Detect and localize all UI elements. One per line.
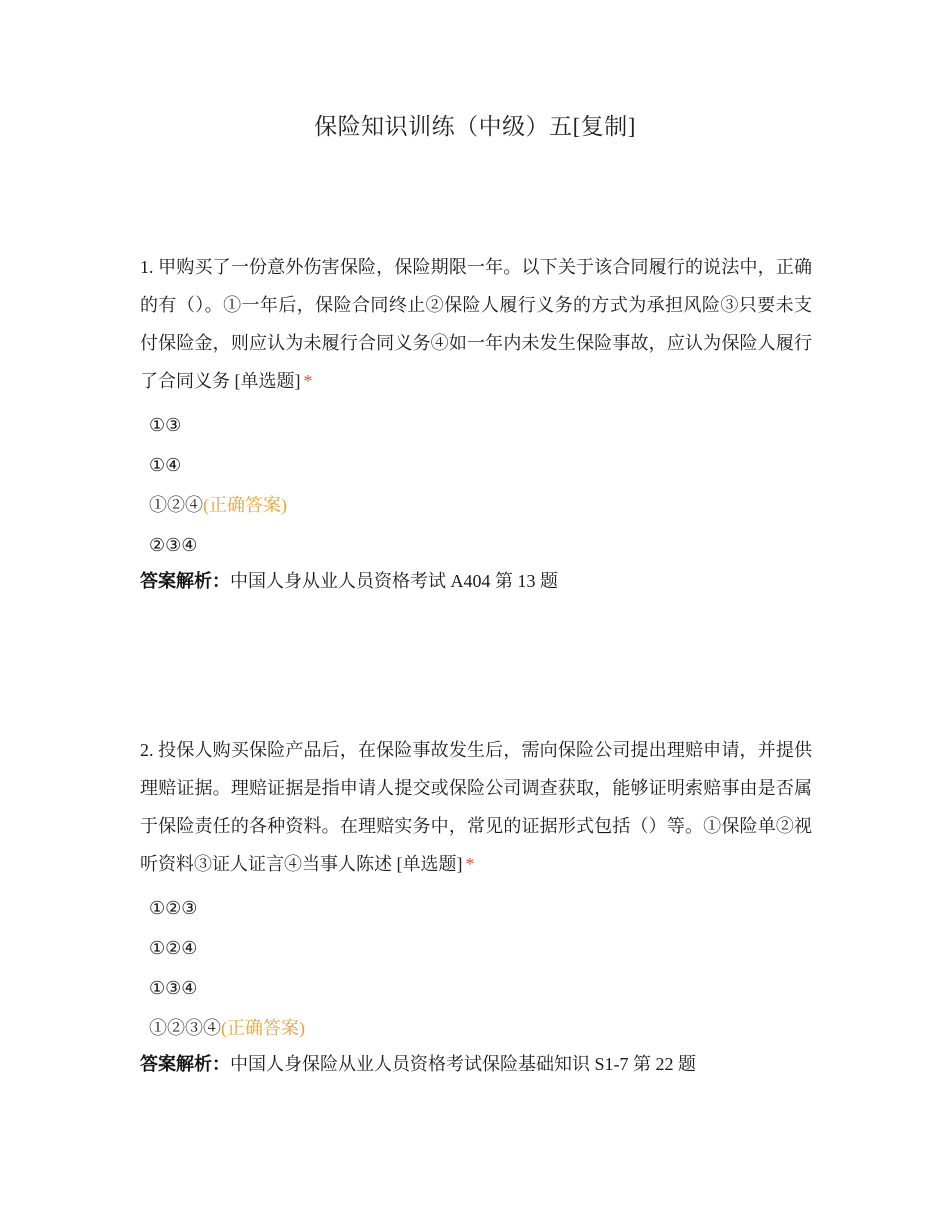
question-type: [单选题] bbox=[396, 854, 463, 874]
option-label: ①③④ bbox=[149, 978, 198, 998]
question-type: [单选题] bbox=[234, 371, 301, 391]
question-1 bbox=[140, 248, 812, 599]
option-list bbox=[140, 405, 812, 565]
question-number: 1. bbox=[140, 257, 154, 277]
option-label: ①③ bbox=[149, 415, 182, 435]
required-mark: * bbox=[303, 371, 313, 391]
answer-analysis bbox=[140, 1046, 812, 1082]
analysis-label: 答案解析： bbox=[140, 1054, 230, 1074]
question-2-stem bbox=[140, 731, 812, 883]
option-item[interactable] bbox=[140, 405, 812, 445]
question-1-stem bbox=[140, 248, 812, 400]
analysis-label: 答案解析： bbox=[140, 571, 230, 591]
option-item[interactable] bbox=[140, 1008, 812, 1048]
option-label: ①②④ bbox=[149, 938, 198, 958]
question-2 bbox=[140, 731, 812, 1082]
question-text: 甲购买了一份意外伤害保险，保险期限一年。以下关于该合同履行的说法中，正确的有（）。①一年后，保险合同终止②保险人履行义务的方式为承担风险③只要未支付保险金，则应认为未履行合同义务④如一年内未发生保险事故，应认为保险人履行了合同义务 bbox=[140, 257, 813, 391]
option-label: ①④ bbox=[149, 455, 182, 475]
option-item[interactable] bbox=[140, 525, 812, 565]
question-text: 投保人购买保险产品后，在保险事故发生后，需向保险公司提出理赔申请，并提供理赔证据。理赔证据是指申请人提交或保险公司调查获取，能够证明索赔事由是否属于保险责任的各种资料。在理赔实务中，常见的证据形式包括（）等。①保险单②视听资料③证人证言④当事人陈述 bbox=[140, 740, 813, 874]
page-title: 保险知识训练（中级）五[复制] bbox=[314, 114, 636, 139]
option-label: ①②③ bbox=[149, 898, 198, 918]
option-item[interactable] bbox=[140, 485, 812, 525]
option-item[interactable] bbox=[140, 888, 812, 928]
analysis-text: 中国人身从业人员资格考试 A404 第 13 题 bbox=[230, 571, 558, 591]
option-label: ①②③④ bbox=[149, 1018, 221, 1038]
option-label: ①②④ bbox=[149, 495, 203, 515]
analysis-text: 中国人身保险从业人员资格考试保险基础知识 S1-7 第 22 题 bbox=[230, 1054, 697, 1074]
option-list bbox=[140, 888, 812, 1048]
option-item[interactable] bbox=[140, 928, 812, 968]
correct-answer-tag: (正确答案) bbox=[203, 495, 287, 515]
option-item[interactable] bbox=[140, 968, 812, 1008]
question-number: 2. bbox=[140, 740, 154, 760]
option-label: ②③④ bbox=[149, 535, 198, 555]
required-mark: * bbox=[465, 854, 475, 874]
option-item[interactable] bbox=[140, 445, 812, 485]
answer-analysis bbox=[140, 563, 812, 599]
correct-answer-tag: (正确答案) bbox=[221, 1018, 305, 1038]
